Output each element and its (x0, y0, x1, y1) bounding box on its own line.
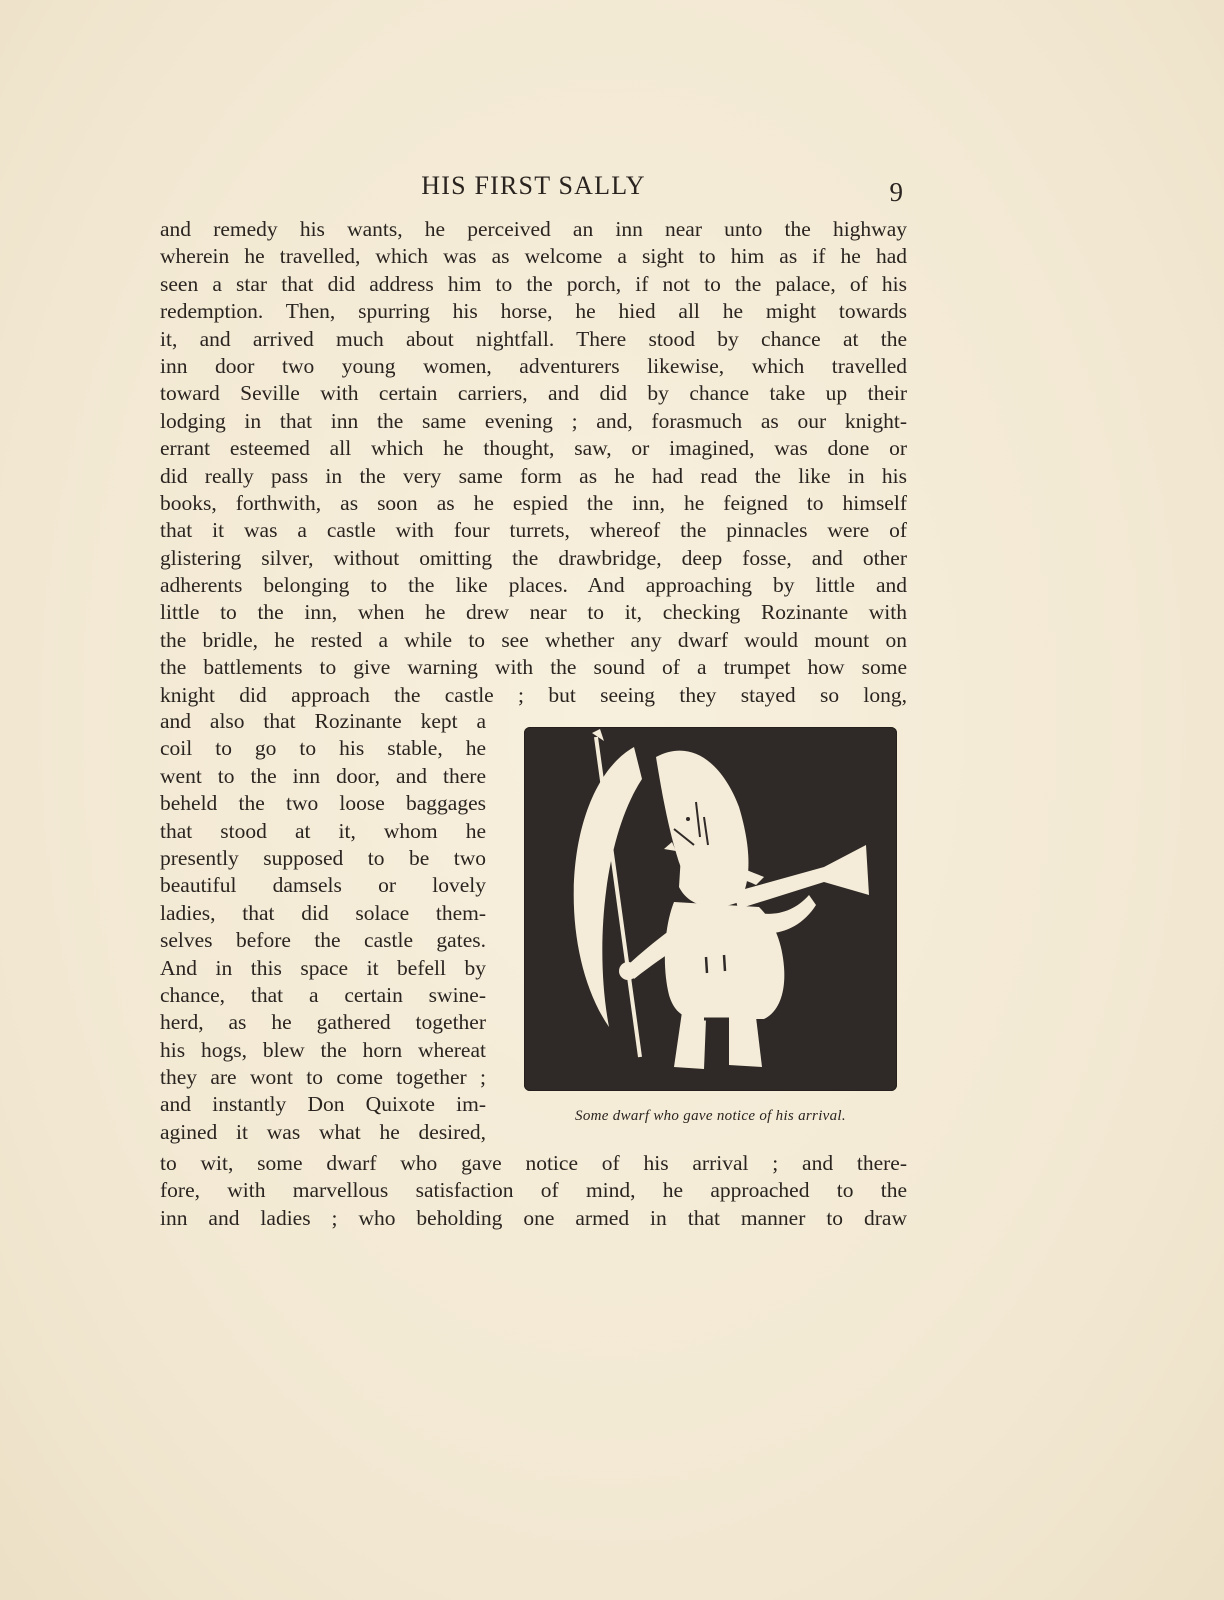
text-line: and instantly Don Quixote im- (160, 1092, 486, 1117)
text-line: lodging in that inn the same evening ; and, forasmuch as our knight- (160, 408, 907, 433)
illustration (524, 727, 897, 1091)
text-line: ladies, that did solace them- (160, 900, 486, 925)
text-line: the bridle, he rested a while to see whether any dwarf would mount on (160, 627, 907, 652)
text-line: wherein he travelled, which was as welcome a sight to him as if he had (160, 244, 907, 269)
text-line: seen a star that did address him to the porch, if not to the palace, of his (160, 271, 907, 296)
text-line: chance, that a certain swine- (160, 982, 486, 1007)
text-line: errant esteemed all which he thought, saw, or imagined, was done or (160, 436, 907, 461)
text-line: And in this space it befell by (160, 955, 486, 980)
text-line: beautiful damsels or lovely (160, 873, 486, 898)
running-title: HIS FIRST SALLY (421, 171, 646, 200)
text-line: fore, with marvellous satisfaction of mind, he approached to the (160, 1178, 907, 1203)
text-line: it, and arrived much about nightfall. There stood by chance at the (160, 326, 907, 351)
text-line: beheld the two loose baggages (160, 791, 486, 816)
text-line: did really pass in the very same form as he had read the like in his (160, 463, 907, 488)
text-line: toward Seville with certain carriers, and did by chance take up their (160, 381, 907, 406)
text-line: that it was a castle with four turrets, whereof the pinnacles were of (160, 518, 907, 543)
text-line: the battlements to give warning with the sound of a trumpet how some (160, 655, 907, 680)
text-line: little to the inn, when he drew near to it, checking Rozinante with (160, 600, 907, 625)
page-number: 9 (889, 177, 903, 207)
text-line: books, forthwith, as soon as he espied the inn, he feigned to himself (160, 490, 907, 515)
running-head (160, 168, 907, 207)
text-line: agined it was what he desired, (160, 1119, 486, 1144)
text-line: selves before the castle gates. (160, 928, 486, 953)
body-text-top (160, 216, 907, 709)
text-line: presently supposed to be two (160, 845, 486, 870)
text-line: went to the inn door, and there (160, 763, 486, 788)
text-line: inn and ladies ; who beholding one armed in that manner to draw (160, 1205, 907, 1230)
text-line: and also that Rozinante kept a (160, 709, 486, 733)
text-line: glistering silver, without omitting the drawbridge, deep fosse, and other (160, 545, 907, 570)
text-line: and remedy his wants, he perceived an inn near unto the highway (160, 217, 907, 241)
text-line: adherents belonging to the like places. And approaching by little and (160, 573, 907, 598)
text-line: knight did approach the castle ; but seeing they stayed so long, (160, 682, 907, 707)
text-line: to wit, some dwarf who gave notice of his arrival ; and there- (160, 1151, 907, 1175)
text-line: coil to go to his stable, he (160, 736, 486, 761)
text-line: inn door two young women, adventurers likewise, which travelled (160, 353, 907, 378)
text-line: his hogs, blew the horn whereat (160, 1037, 486, 1062)
dwarf-with-trumpet-icon (524, 727, 897, 1091)
text-line: that stood at it, whom he (160, 818, 486, 843)
body-text-bottom (160, 1150, 907, 1232)
text-line: redemption. Then, spurring his horse, he hied all he might towards (160, 299, 907, 324)
text-line: they are wont to come together ; (160, 1065, 486, 1090)
figure-caption: Some dwarf who gave notice of his arrival. (575, 1108, 846, 1124)
body-text-wrapped (160, 708, 486, 1146)
text-line: herd, as he gathered together (160, 1010, 486, 1035)
